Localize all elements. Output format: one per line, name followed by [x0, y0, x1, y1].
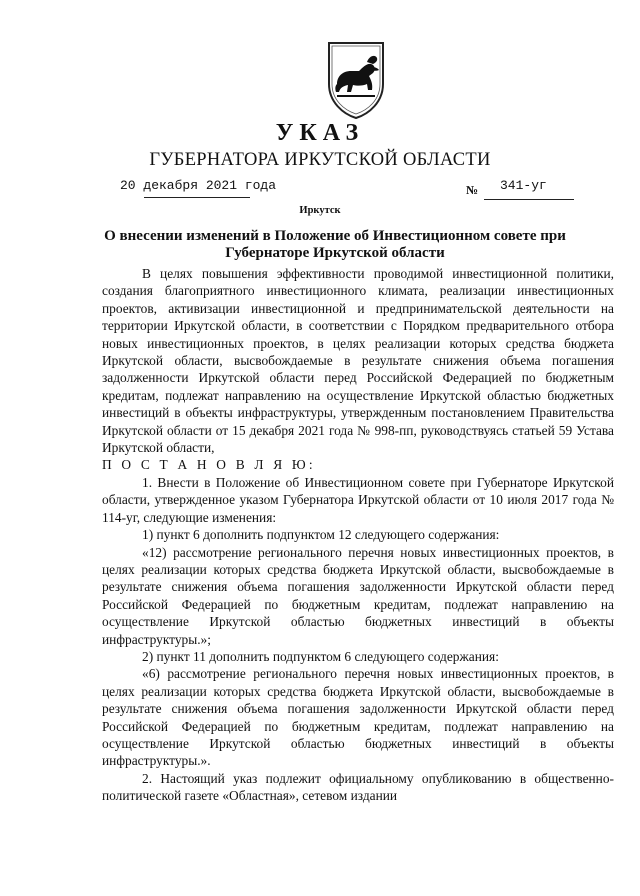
- issuer-title: ГУБЕРНАТОРА ИРКУТСКОЙ ОБЛАСТИ: [149, 150, 491, 170]
- number-sign: №: [466, 183, 479, 197]
- item-2: 2. Настоящий указ подлежит официальному опубликованию в общественно-политической газете «Областная», сетевом издании: [102, 770, 614, 804]
- item-1: 1. Внести в Положение об Инвестиционном совете при Губернаторе Иркутской области, утвержденное указом Губернатора Иркутской области от 10 июля 2017 года № 114-уг, следующие изменения:: [102, 474, 614, 525]
- document-body: [102, 265, 614, 805]
- coat-of-arms-icon: [323, 40, 389, 120]
- number-underline: [484, 199, 574, 200]
- decree-number: 341-уг: [500, 178, 547, 193]
- date-underline: [144, 197, 250, 198]
- city-name: Иркутск: [299, 205, 341, 216]
- item-1-subitem-2: 2) пункт 11 дополнить подпунктом 6 следующего содержания:: [142, 648, 499, 664]
- item-1-subitem-2-text: «6) рассмотрение регионального перечня новых инвестиционных проектов, в целях реализации которых средства бюджета Иркутской области, высвобождаемые в результате снижения объема погашения задолженности Иркутской области перед Российской Федерацией по бюджетным кредитам, подлежат направлению на осуществление Иркутской областью бюджетных инвестиций в объекты инфраструктуры.».: [102, 666, 614, 769]
- document-type-title: УКАЗ: [275, 120, 365, 146]
- decree-date: 20 декабря 2021 года: [120, 178, 277, 193]
- preamble-paragraph: В целях повышения эффективности проводимой инвестиционной политики, создания благоприятного инвестиционного климата, реализации инвестиционных проектов, активизации инвестиционной и предпринимательской деятельности на территории Иркутской области, в соответствии с Порядком предварительного отбора новых инвестиционных проектов, в целях реализации которых средства бюджета Иркутской области, высвобождаемые в результате снижения объема погашения задолженности Иркутской области перед Российской Федерацией по бюджетным кредитам, подлежат направлению на осуществление Иркутской областью бюджетных инвестиций в объекты инфраструктуры, утвержденным постановлением Правительства Иркутской области от 15 декабря 2021 года № 998-пп, руководствуясь статьей 59 Устава Иркутской области,: [102, 266, 614, 456]
- item-1-subitem-1: 1) пункт 6 дополнить подпунктом 12 следующего содержания:: [142, 527, 500, 543]
- document-title: О внесении изменений в Положение об Инвестиционном совете при Губернаторе Иркутской области: [104, 228, 566, 261]
- item-1-subitem-1-text: «12) рассмотрение регионального перечня новых инвестиционных проектов, в целях реализации которых средства бюджета Иркутской области, высвобождаемые в результате снижения объема погашения задолженности Иркутской области перед Российской Федерацией по бюджетным кредитам, подлежат направлению на осуществление Иркутской областью бюджетных инвестиций в объекты инфраструктуры.»;: [102, 544, 614, 647]
- decree-word: П О С Т А Н О В Л Я Ю:: [102, 457, 316, 473]
